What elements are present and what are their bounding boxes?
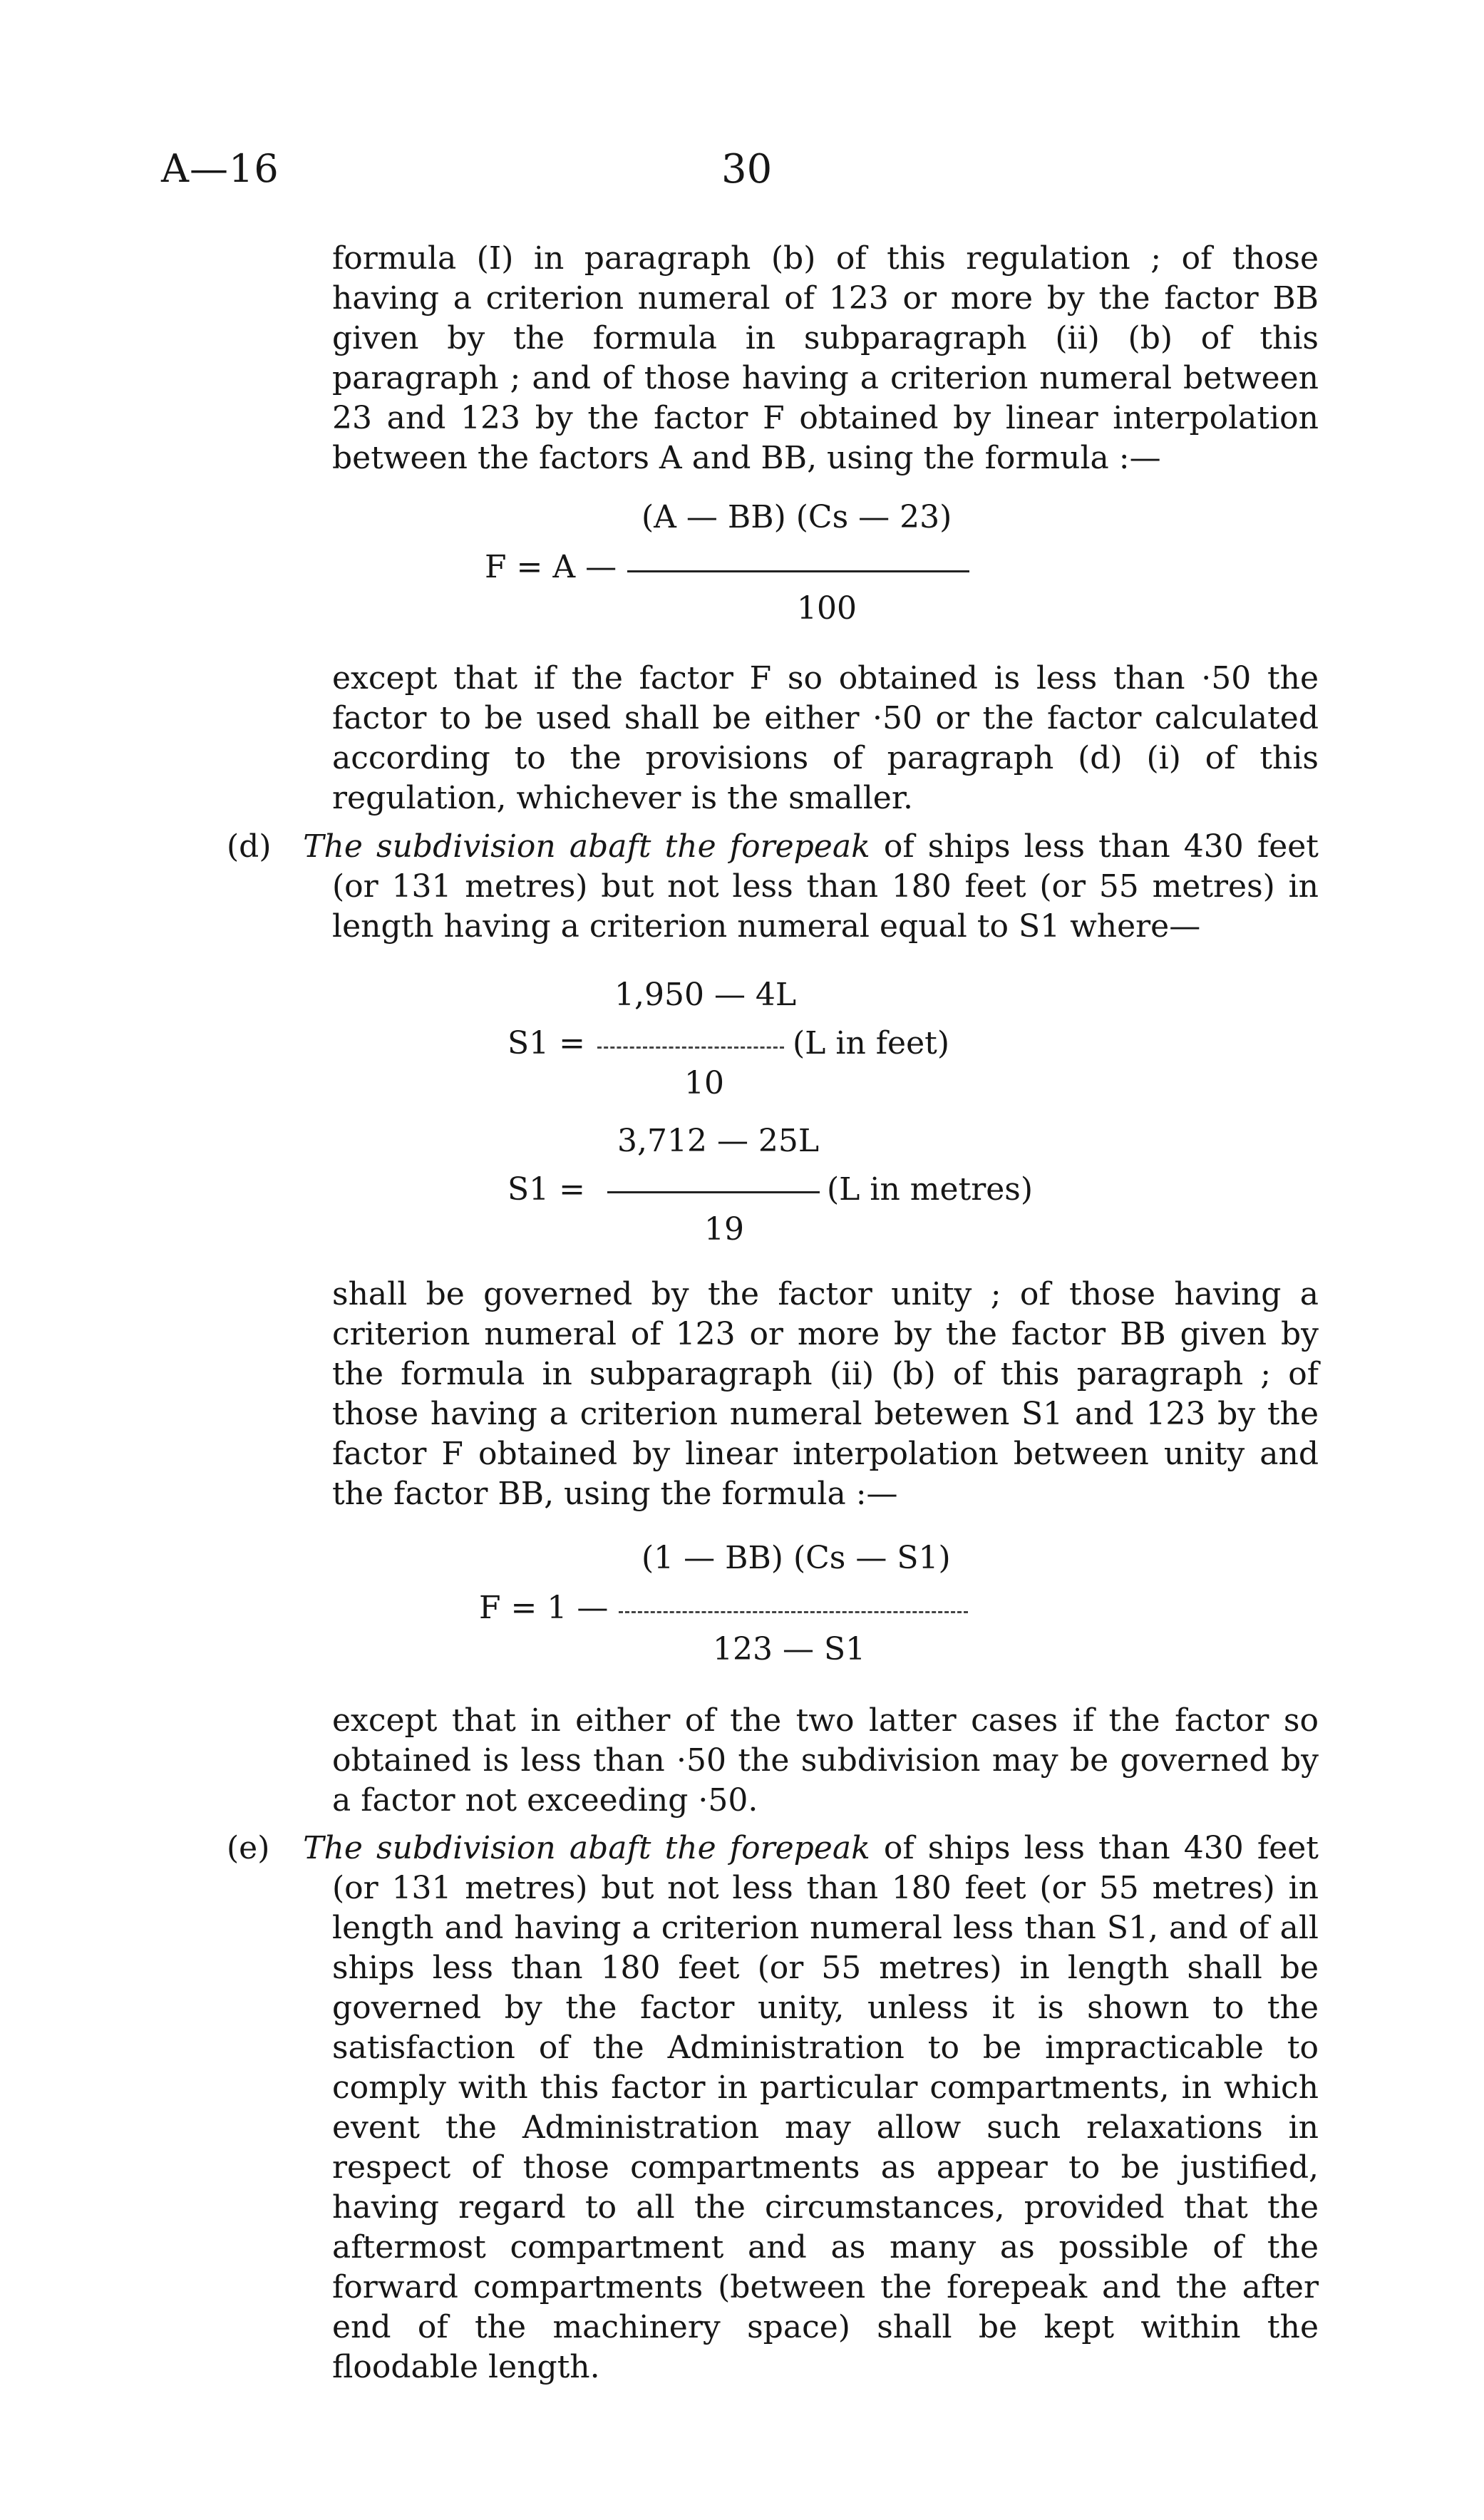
- fraction-bar: [597, 1046, 784, 1049]
- item-e: [227, 1829, 1319, 2387]
- formula-denominator: 100: [797, 590, 857, 627]
- paragraph-d-except: except that in either of the two latter cases if the factor so obtained is less than ·50 the subdivision may be governed by a factor not exceeding ·50.: [332, 1702, 1319, 1819]
- item-d-heading: The subdivision abaft the forepeak: [303, 828, 870, 865]
- formula-denominator: 19: [704, 1211, 744, 1248]
- formula-numerator: 1,950 — 4L: [614, 977, 797, 1013]
- document-reference: A—16: [161, 146, 279, 191]
- item-d: [227, 827, 1319, 947]
- formula-numerator: (A — BB) (Cs — 23): [641, 499, 952, 535]
- formula-lhs: S1 =: [507, 1025, 585, 1061]
- formula-unit-note: (L in feet): [793, 1025, 949, 1061]
- item-e-marker: (e): [227, 1830, 270, 1866]
- formula-lhs: F = A —: [485, 549, 617, 585]
- paragraph-c-except: except that if the factor F so obtained is less than ·50 the factor to be used shall be either ·50 or the factor calculated according to the provisions of paragraph (d) (i) of this regulation, whichever is the smaller.: [332, 660, 1319, 816]
- fraction-bar: [619, 1611, 968, 1613]
- paragraph-d-continued: shall be governed by the factor unity ; of those having a criterion numeral of 123 or more by the factor BB given by the formula in subparagraph (ii) (b) of this paragraph ; of those having a criterion numeral betewen S1 and 123 by the factor F obtained by linear interpolation between unity and the factor BB, using the formula :—: [332, 1276, 1319, 1512]
- fraction-bar: [627, 570, 969, 572]
- item-e-text: of ships less than 430 feet (or 131 metres) but not less than 180 feet (or 55 metres) in length and having a criterion numeral less than S1, and of all ships less than 180 feet (or 55 metres) in length shall be governed by the factor unity, unless it is shown to the satisfaction of the Administration to be impracticable to comply with this factor in particular compartments, in which event the Administration may allow such relaxations in respect of those compartments as appear to be justified, having regard to all the circumstances, provided that the aftermost compartment and as many as possible of the forward compartments (between the forepeak and the after end of the machinery space) shall be kept within the floodable length.: [332, 1830, 1319, 2385]
- formula-numerator: 3,712 — 25L: [617, 1123, 820, 1159]
- page-number: 30: [721, 146, 773, 192]
- fraction-bar: [607, 1191, 820, 1193]
- formula-numerator: (1 — BB) (Cs — S1): [641, 1540, 951, 1576]
- item-e-heading: The subdivision abaft the forepeak: [303, 1830, 870, 1866]
- formula-lhs: S1 =: [507, 1171, 585, 1208]
- formula-denominator: 10: [684, 1065, 724, 1101]
- formula-denominator: 123 — S1: [713, 1631, 866, 1667]
- paragraph-c-continued: formula (I) in paragraph (b) of this regulation ; of those having a criterion numeral of 123 or more by the factor BB given by the formula in subparagraph (ii) (b) of this paragraph ; and of those having a criterion numeral between 23 and 123 by the factor F obtained by linear interpolation between the factors A and BB, using the formula :—: [332, 240, 1319, 476]
- formula-lhs: F = 1 —: [479, 1590, 609, 1626]
- formula-unit-note: (L in metres): [827, 1171, 1034, 1208]
- item-d-text: of ships less than 430 feet (or 131 metres) but not less than 180 feet (or 55 metres) in length having a criterion numeral equal to S1 where—: [332, 828, 1319, 945]
- item-d-marker: (d): [227, 828, 272, 865]
